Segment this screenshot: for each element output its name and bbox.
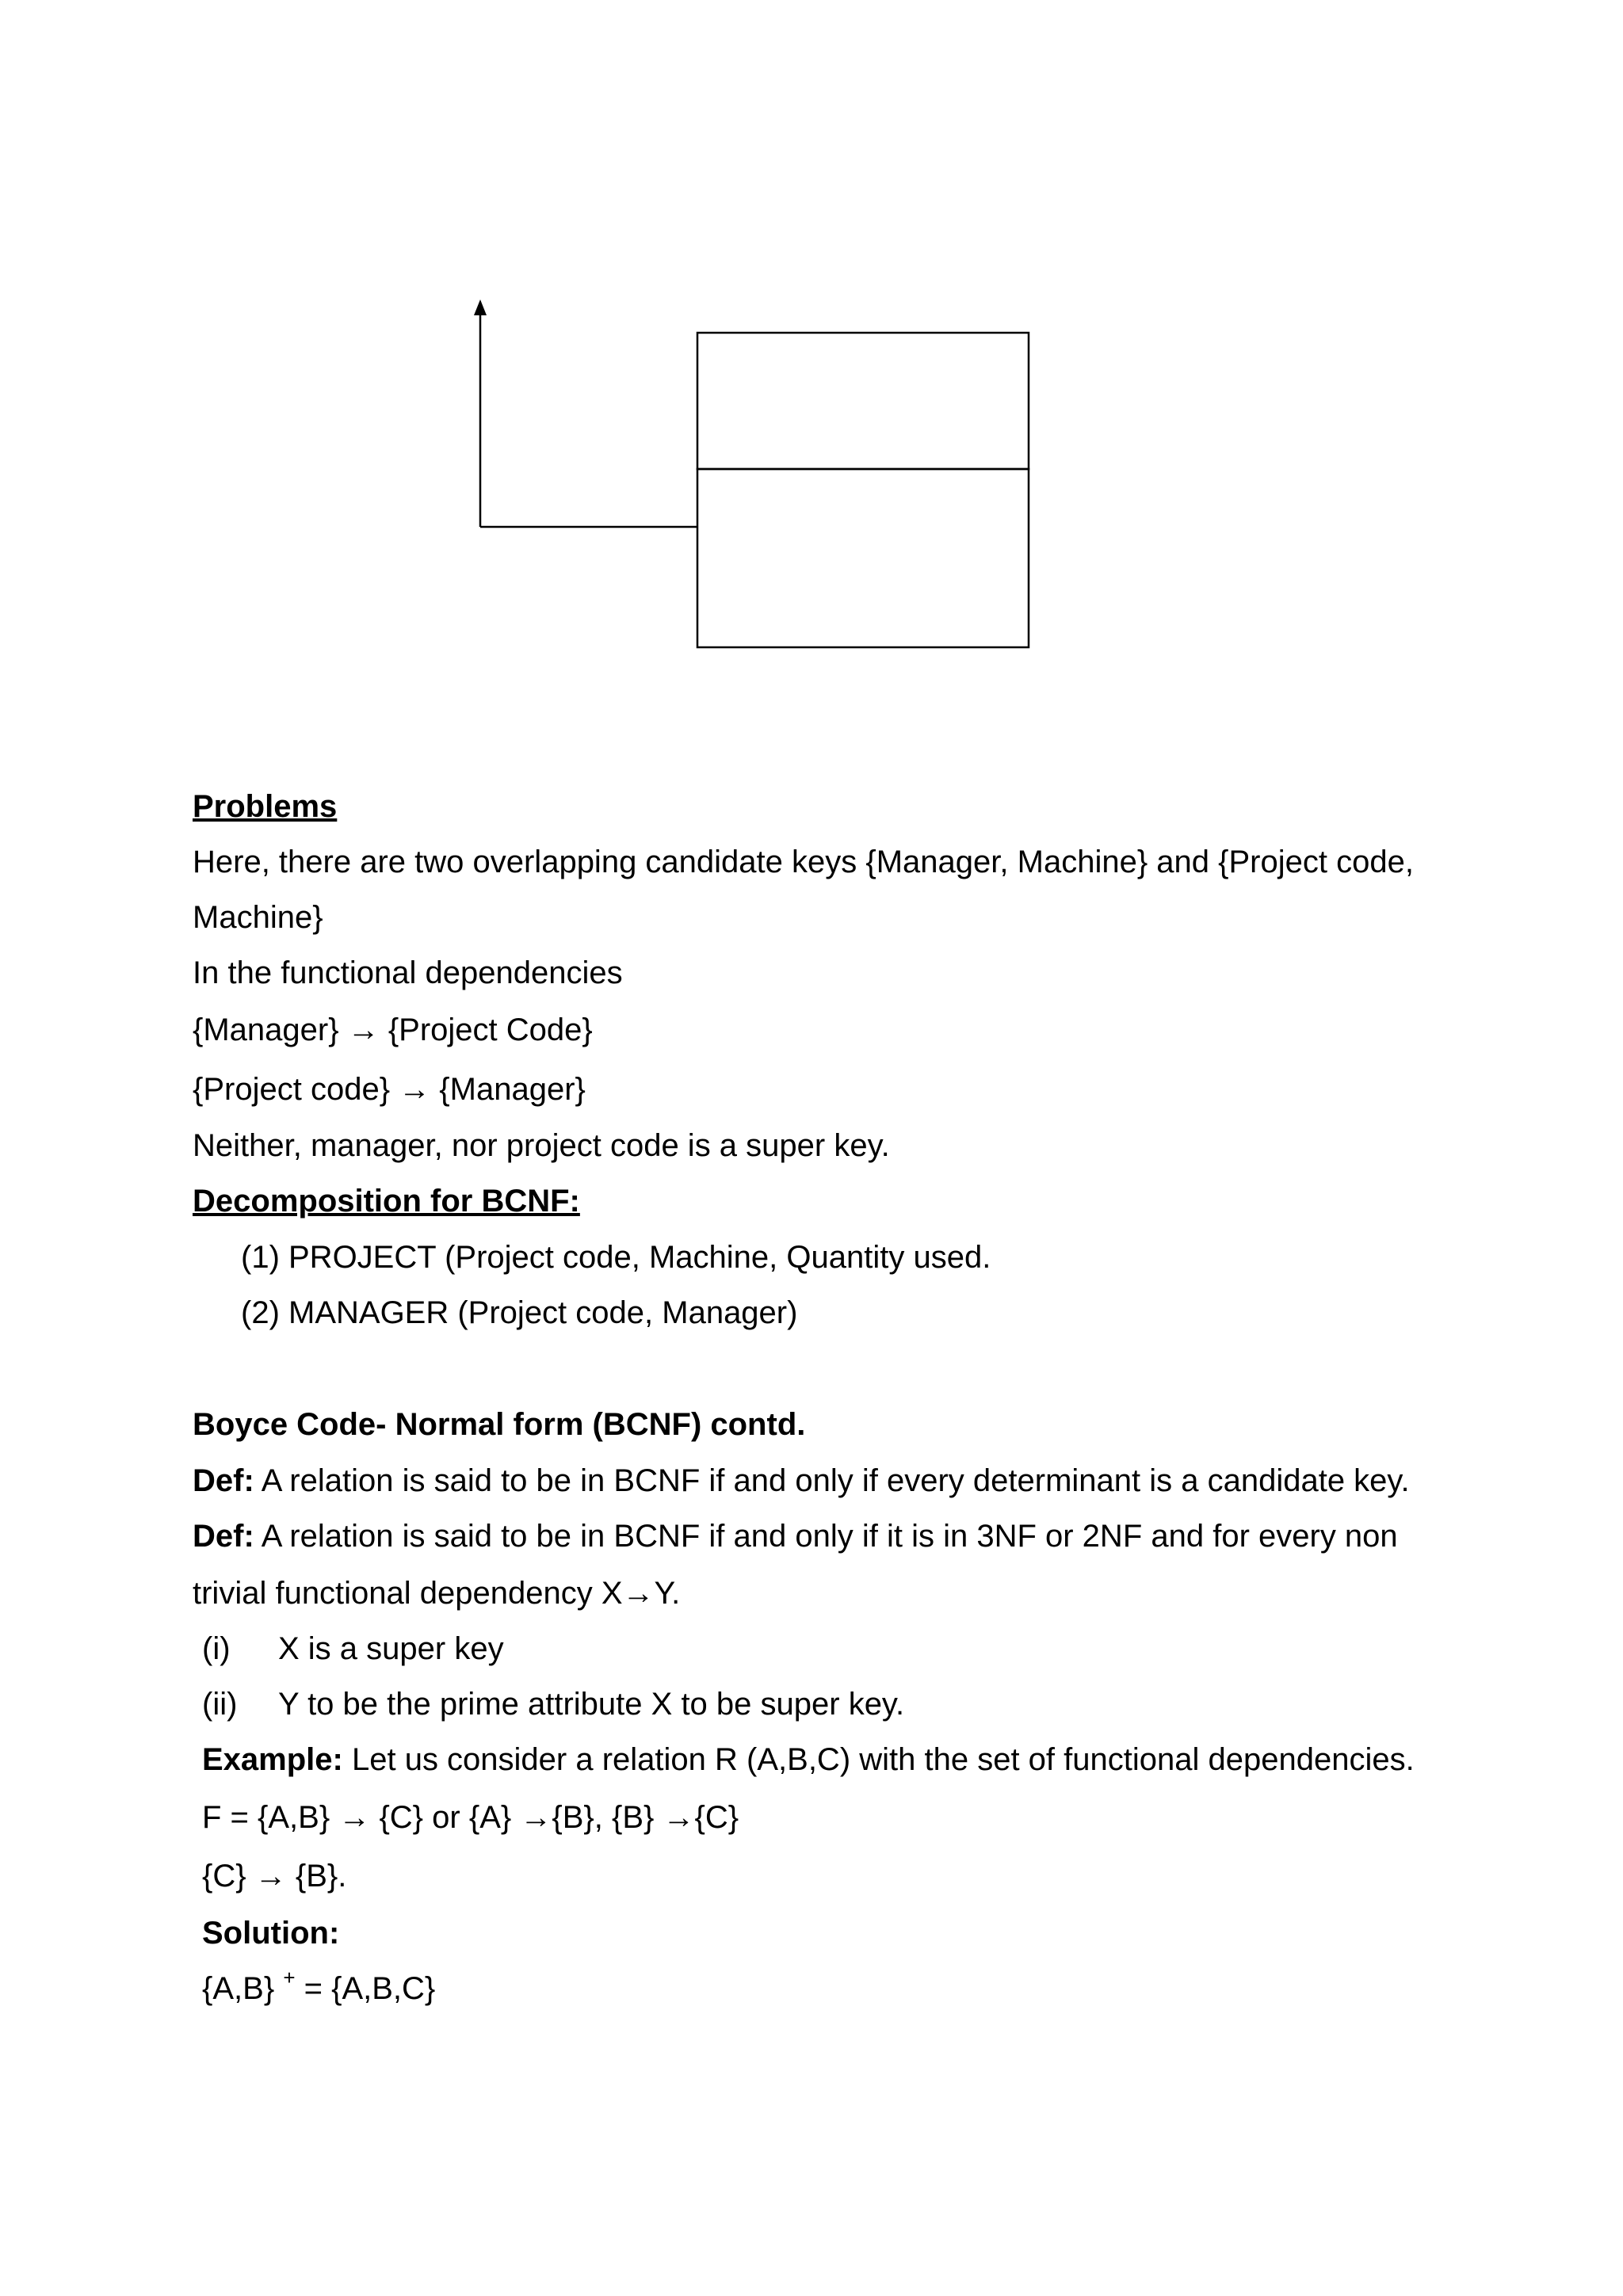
relation-box-top	[697, 333, 1029, 469]
condition-item-1	[202, 1630, 504, 1668]
decomposition-item-1: (1) PROJECT (Project code, Machine, Quantity used.	[241, 1240, 991, 1275]
problems-line-4: Neither, manager, nor project code is a super key.	[193, 1128, 890, 1163]
closure-superscript: +	[283, 1966, 296, 1989]
condition-item-2	[202, 1685, 904, 1723]
example-text: Let us consider a relation R (A,B,C) with the set of functional dependencies.	[342, 1742, 1415, 1777]
condition-text: Y to be the prime attribute X to be super key.	[278, 1687, 905, 1722]
fd-set-line: F = {A,B} → {C} or {A} →{B}, {B} →{C}	[202, 1800, 739, 1835]
example-line	[202, 1741, 1415, 1779]
functional-dependency-2: {Project code} → {Manager}	[193, 1072, 586, 1107]
condition-text: X is a super key	[278, 1631, 504, 1666]
bcnf-heading: Boyce Code- Normal form (BCNF) contd.	[193, 1407, 806, 1442]
relation-box-bottom	[697, 469, 1029, 647]
closure-lhs: {A,B}	[202, 1971, 275, 2006]
example-label: Example:	[202, 1742, 343, 1777]
def-label: Def:	[193, 1463, 254, 1498]
condition-number: (i)	[202, 1631, 231, 1666]
closure-line	[202, 1966, 436, 2008]
condition-number: (ii)	[202, 1687, 238, 1722]
problems-line-1: Here, there are two overlapping candidate keys {Manager, Machine} and {Project code,	[193, 845, 1414, 879]
bcnf-definition-2-continued: trivial functional dependency X→Y.	[193, 1576, 681, 1611]
solution-label: Solution:	[202, 1916, 340, 1951]
functional-dependency-1: {Manager} → {Project Code}	[193, 1013, 593, 1047]
problems-line-2: Machine}	[193, 900, 323, 935]
closure-rhs: = {A,B,C}	[295, 1971, 436, 2006]
def-text: A relation is said to be in BCNF if and only if every determinant is a candidate key.	[254, 1463, 1410, 1498]
fd-c-line: {C} → {B}.	[202, 1859, 347, 1894]
def-label: Def:	[193, 1519, 254, 1554]
problems-heading: Problems	[193, 789, 338, 824]
bcnf-definition-1	[193, 1462, 1410, 1500]
dependency-diagram	[0, 0, 1623, 713]
problems-line-3: In the functional dependencies	[193, 955, 623, 990]
decomposition-heading: Decomposition for BCNF:	[193, 1184, 580, 1219]
def-text: A relation is said to be in BCNF if and only if it is in 3NF or 2NF and for every non	[254, 1519, 1398, 1554]
bcnf-definition-2	[193, 1517, 1398, 1555]
arrow-head	[474, 299, 487, 315]
decomposition-item-2: (2) MANAGER (Project code, Manager)	[241, 1295, 798, 1330]
